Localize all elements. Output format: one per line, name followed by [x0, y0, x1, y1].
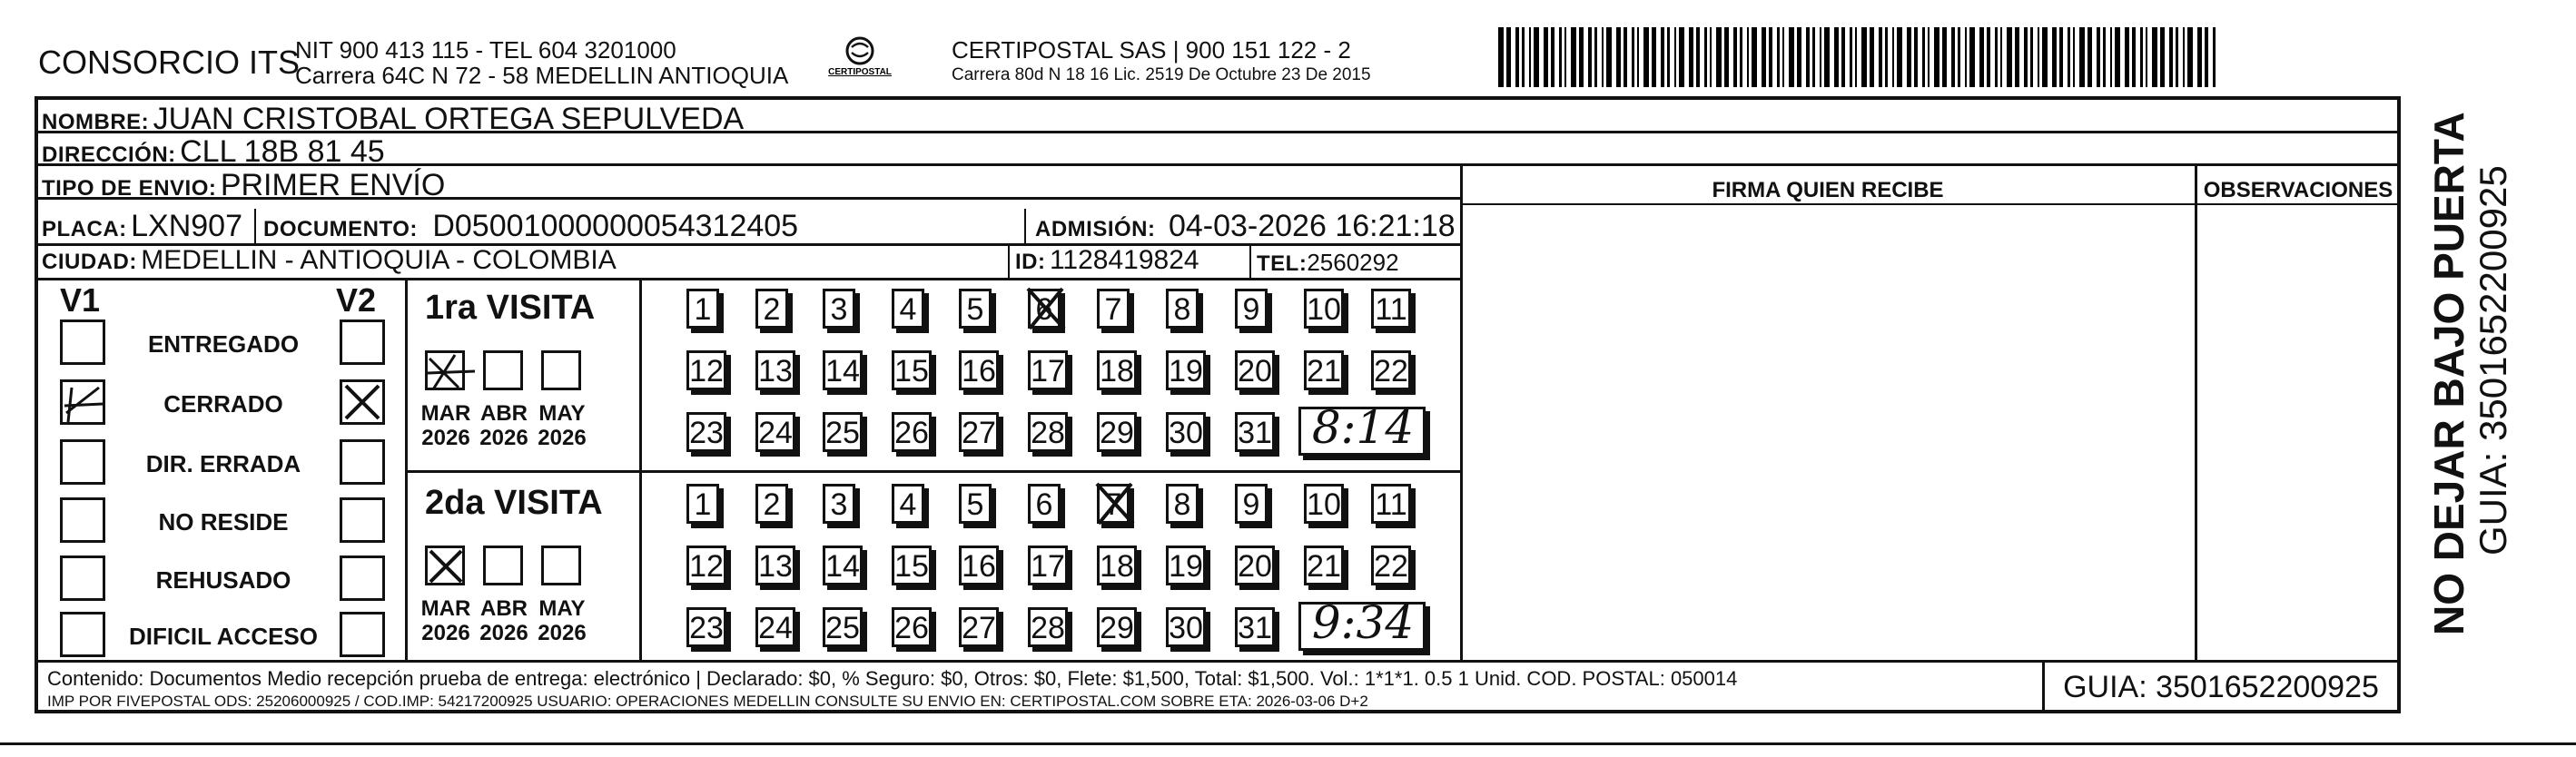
- tipo-envio-label: TIPO DE ENVIO:: [42, 176, 217, 201]
- barcode-bar: [1704, 27, 1707, 87]
- barcode-bar: [1850, 27, 1852, 87]
- barcode-bar: [1679, 27, 1684, 87]
- day-cell[interactable]: 24: [755, 412, 795, 452]
- v1-checkbox[interactable]: [60, 320, 105, 365]
- barcode-bar: [1782, 27, 1784, 87]
- barcode-bar: [1841, 27, 1845, 87]
- svg-text:CERTIPOSTAL: CERTIPOSTAL: [828, 67, 892, 77]
- time-handwritten: 8:14: [1311, 401, 1415, 454]
- barcode-bar: [1506, 27, 1511, 87]
- day-cell[interactable]: 3: [823, 289, 855, 329]
- barcode-bar: [2125, 27, 2129, 87]
- barcode-bar: [1892, 27, 1894, 87]
- day-cell[interactable]: 2: [755, 289, 788, 329]
- day-cell[interactable]: 11: [1371, 289, 1411, 329]
- barcode-bar: [2024, 27, 2028, 87]
- status-label: ENTREGADO: [147, 330, 300, 358]
- day-cell[interactable]: 9: [1235, 484, 1268, 524]
- day-cell[interactable]: 4: [892, 289, 924, 329]
- license-line: Carrera 80d N 18 16 Lic. 2519 De Octubre 23 De 2015: [952, 65, 1371, 84]
- admision-value: 04-03-2026 16:21:18: [1168, 209, 1456, 243]
- barcode-bar: [1987, 27, 1990, 87]
- day-cell[interactable]: 12: [686, 350, 726, 390]
- day-cell[interactable]: 16: [959, 546, 999, 585]
- day-cell[interactable]: 17: [1028, 546, 1068, 585]
- day-cell[interactable]: 17: [1028, 350, 1068, 390]
- day-cell[interactable]: 15: [892, 350, 932, 390]
- barcode-bar: [2205, 27, 2208, 87]
- barcode-bar: [1564, 27, 1566, 87]
- day-cell[interactable]: 8: [1166, 289, 1199, 329]
- day-cell[interactable]: 6: [1028, 484, 1061, 524]
- month-label: ABR 2026: [479, 401, 528, 450]
- day-cell[interactable]: 7: [1097, 484, 1130, 524]
- ciudad-value: MEDELLIN - ANTIOQUIA - COLOMBIA: [141, 245, 617, 275]
- day-cell[interactable]: 3: [823, 484, 855, 524]
- day-cell[interactable]: 13: [755, 546, 795, 585]
- month-label: ABR 2026: [479, 596, 528, 645]
- nombre-label: NOMBRE:: [42, 110, 150, 134]
- visit-title: 2da VISITA: [425, 484, 603, 522]
- day-cell[interactable]: 30: [1166, 412, 1206, 452]
- barcode-bar: [1820, 27, 1821, 87]
- barcode-bar: [1914, 27, 1918, 87]
- barcode-bar: [2115, 27, 2120, 87]
- company-name: CONSORCIO ITS: [38, 44, 301, 81]
- month-checkbox[interactable]: [425, 546, 465, 585]
- day-cell[interactable]: 28: [1028, 607, 1068, 647]
- month-checkbox[interactable]: [541, 350, 581, 390]
- nombre-value: JUAN CRISTOBAL ORTEGA SEPULVEDA: [153, 102, 745, 136]
- barcode-bar: [1652, 27, 1656, 87]
- day-cell[interactable]: 6: [1028, 289, 1061, 329]
- barcode-bar: [1879, 27, 1882, 87]
- barcode-bar: [1643, 27, 1649, 87]
- barcode-bar: [2000, 27, 2002, 87]
- day-cell[interactable]: 15: [892, 546, 932, 585]
- day-cell[interactable]: 25: [823, 412, 863, 452]
- barcode-bar: [1855, 27, 1857, 87]
- visit-title: 1ra VISITA: [425, 289, 596, 327]
- barcode-bar: [2183, 27, 2185, 87]
- barcode-bar: [2030, 27, 2033, 87]
- barcode-bar: [1907, 27, 1911, 87]
- barcode-bar: [1498, 27, 1504, 87]
- barcode-bar: [2146, 27, 2147, 87]
- barcode-bar: [1812, 27, 1815, 87]
- day-cell[interactable]: 10: [1304, 484, 1344, 524]
- status-label: NO RESIDE: [158, 508, 289, 536]
- barcode-bar: [2132, 27, 2136, 87]
- status-label: REHUSADO: [155, 566, 291, 594]
- barcode-bar: [2007, 27, 2012, 87]
- tel-value: 2560292: [1307, 249, 1399, 276]
- day-cell[interactable]: 9: [1235, 289, 1268, 329]
- imp-line: IMP POR FIVEPOSTAL ODS: 25206000925 / COD.IMP: 54217200925 USUARIO: OPERACIONES MEDELLIN CONSULTE SU ENVIO EN: CERTIPOSTAL.COM SOBRE ETA: 2026-03-06 D+2: [47, 693, 1368, 710]
- v1-checkbox[interactable]: [60, 439, 105, 485]
- day-cell[interactable]: 1: [686, 484, 719, 524]
- barcode-bar: [1594, 27, 1597, 87]
- day-cell[interactable]: 28: [1028, 412, 1068, 452]
- day-cell[interactable]: 29: [1097, 607, 1137, 647]
- v2-checkbox[interactable]: [340, 555, 385, 601]
- barcode-bar: [2079, 27, 2085, 87]
- day-cell[interactable]: 11: [1371, 484, 1411, 524]
- barcode-bar: [1571, 27, 1576, 87]
- day-cell[interactable]: 21: [1304, 350, 1344, 390]
- barcode-bar: [1710, 27, 1712, 87]
- barcode-bar: [1579, 27, 1584, 87]
- firma-header: FIRMA QUIEN RECIBE: [1712, 178, 1944, 202]
- ciudad-label: CIUDAD:: [42, 250, 137, 274]
- day-cell[interactable]: 20: [1235, 546, 1275, 585]
- day-cell[interactable]: 18: [1097, 546, 1137, 585]
- barcode-bar: [1716, 27, 1722, 87]
- barcode-bar: [1979, 27, 1984, 87]
- day-cell[interactable]: 21: [1304, 546, 1344, 585]
- v2-checkbox[interactable]: [340, 612, 385, 657]
- day-cell[interactable]: 4: [892, 484, 924, 524]
- barcode-bar: [1777, 27, 1780, 87]
- day-cell[interactable]: 16: [959, 350, 999, 390]
- company-address: Carrera 64C N 72 - 58 MEDELLIN ANTIOQUIA: [295, 62, 789, 89]
- barcode-bar: [1965, 27, 1967, 87]
- day-cell[interactable]: 31: [1235, 607, 1275, 647]
- barcode-bar: [2097, 27, 2100, 87]
- barcode-bar: [2059, 27, 2063, 87]
- v2-checkbox[interactable]: [340, 439, 385, 485]
- month-label: MAR 2026: [420, 596, 471, 645]
- barcode-bar: [1522, 27, 1525, 87]
- barcode-bar: [1529, 27, 1531, 87]
- barcode-bar: [1797, 27, 1801, 87]
- footer-guia: GUIA: 3501652200925: [2063, 670, 2379, 704]
- day-cell[interactable]: 26: [892, 607, 932, 647]
- id-label: ID:: [1015, 250, 1046, 274]
- day-cell[interactable]: 20: [1235, 350, 1275, 390]
- barcode-bar: [1534, 27, 1539, 87]
- barcode-bar: [1674, 27, 1676, 87]
- barcode-bar: [2176, 27, 2178, 87]
- barcode-bar: [1637, 27, 1639, 87]
- barcode-bar: [2038, 27, 2039, 87]
- day-cell[interactable]: 1: [686, 289, 719, 329]
- month-checkbox[interactable]: [425, 350, 465, 390]
- v2-checkbox[interactable]: [340, 379, 385, 425]
- barcode-bar: [2140, 27, 2143, 87]
- day-cell[interactable]: 24: [755, 607, 795, 647]
- certipostal-logo: [828, 34, 892, 86]
- nit-line: NIT 900 413 115 - TEL 604 3201000: [295, 36, 676, 64]
- day-cell[interactable]: 29: [1097, 412, 1137, 452]
- contenido-line: Contenido: Documentos Medio recepción prueba de entrega: electrónico | Declarado: $0, % Seguro: $0, Otros: $0, Flete: $1,500, Total: $1,500. Vol.: 1*1*1. 0.5 1 Unid. COD. POSTAL: 050014: [47, 667, 1738, 690]
- barcode-bar: [1602, 27, 1604, 87]
- placa-label: PLACA:: [42, 217, 127, 241]
- day-cell[interactable]: 13: [755, 350, 795, 390]
- carrier-line: CERTIPOSTAL SAS | 900 151 122 - 2: [952, 36, 1351, 64]
- status-label: DIR. ERRADA: [145, 450, 301, 477]
- day-cell[interactable]: 5: [959, 289, 992, 329]
- month-label: MAR 2026: [420, 401, 471, 450]
- no-dejar-warning: NO DEJAR BAJO PUERTA: [2425, 112, 2472, 635]
- barcode-bar: [1934, 27, 1939, 87]
- barcode-bar: [2042, 27, 2048, 87]
- v2-checkbox[interactable]: [340, 497, 385, 543]
- day-cell[interactable]: 22: [1371, 546, 1411, 585]
- barcode-bar: [1724, 27, 1729, 87]
- barcode-bar: [1806, 27, 1810, 87]
- v1-checkbox[interactable]: [60, 497, 105, 543]
- id-value: 1128419824: [1049, 245, 1199, 275]
- direccion-value: CLL 18B 81 45: [180, 134, 385, 169]
- documento-value: D05001000000054312405: [432, 209, 799, 243]
- barcode-bar: [2213, 27, 2216, 87]
- v1-checkbox[interactable]: [60, 555, 105, 601]
- barcode-bar: [1747, 27, 1749, 87]
- barcode-bar: [1632, 27, 1634, 87]
- barcode-bar: [1885, 27, 1888, 87]
- barcode-bar: [1789, 27, 1794, 87]
- month-checkbox[interactable]: [541, 546, 581, 585]
- documento-label: DOCUMENTO:: [263, 217, 418, 241]
- v1-checkbox[interactable]: [60, 612, 105, 657]
- day-cell[interactable]: 19: [1166, 546, 1206, 585]
- barcode-bar: [1951, 27, 1955, 87]
- barcode-bar: [1834, 27, 1839, 87]
- month-checkbox[interactable]: [483, 546, 523, 585]
- barcode-bar: [1969, 27, 1975, 87]
- barcode-bar: [1740, 27, 1742, 87]
- day-cell[interactable]: 12: [686, 546, 726, 585]
- barcode-bar: [2068, 27, 2070, 87]
- day-cell[interactable]: 19: [1166, 350, 1206, 390]
- side-guia: GUIA: 3501652200925: [2472, 165, 2514, 555]
- barcode-bar: [2152, 27, 2157, 87]
- day-cell[interactable]: 23: [686, 412, 726, 452]
- day-cell[interactable]: 26: [892, 412, 932, 452]
- barcode-bar: [1922, 27, 1925, 87]
- time-handwritten: 9:34: [1311, 596, 1415, 649]
- status-label: DIFICIL ACCESO: [128, 623, 318, 650]
- barcode: [1498, 27, 2221, 92]
- month-label: MAY 2026: [538, 596, 587, 645]
- barcode-bar: [1769, 27, 1772, 87]
- barcode-bar: [2197, 27, 2202, 87]
- barcode-bar: [1995, 27, 1998, 87]
- placa-value: LXN907: [131, 209, 242, 243]
- barcode-bar: [1544, 27, 1548, 87]
- barcode-bar: [2110, 27, 2112, 87]
- barcode-bar: [1762, 27, 1766, 87]
- month-checkbox[interactable]: [483, 350, 523, 390]
- day-cell[interactable]: 7: [1097, 289, 1130, 329]
- barcode-bar: [1559, 27, 1562, 87]
- barcode-bar: [1515, 27, 1519, 87]
- barcode-bar: [2169, 27, 2173, 87]
- barcode-bar: [2087, 27, 2092, 87]
- barcode-bar: [2052, 27, 2057, 87]
- tel-label: TEL:: [1257, 251, 1308, 276]
- direccion-label: DIRECCIÓN:: [42, 143, 176, 167]
- barcode-bar: [1870, 27, 1874, 87]
- v1-header: V1: [60, 281, 101, 319]
- barcode-bar: [1606, 27, 1612, 87]
- barcode-bar: [1588, 27, 1592, 87]
- day-cell[interactable]: 8: [1166, 484, 1199, 524]
- v1-checkbox[interactable]: [60, 379, 105, 425]
- day-cell[interactable]: 27: [959, 412, 999, 452]
- day-cell[interactable]: 22: [1371, 350, 1411, 390]
- barcode-bar: [1624, 27, 1627, 87]
- admision-label: ADMISIÓN:: [1035, 217, 1156, 241]
- tipo-envio-value: PRIMER ENVÍO: [220, 168, 446, 202]
- barcode-bar: [1551, 27, 1554, 87]
- observaciones-header: OBSERVACIONES: [2203, 178, 2393, 202]
- day-cell[interactable]: 14: [823, 546, 863, 585]
- barcode-bar: [1667, 27, 1670, 87]
- barcode-bar: [1733, 27, 1737, 87]
- day-cell[interactable]: 2: [755, 484, 788, 524]
- day-cell[interactable]: 5: [959, 484, 992, 524]
- barcode-bar: [1928, 27, 1930, 87]
- barcode-bar: [1752, 27, 1757, 87]
- day-cell[interactable]: 14: [823, 350, 863, 390]
- barcode-bar: [2073, 27, 2075, 87]
- day-cell[interactable]: 27: [959, 607, 999, 647]
- barcode-bar: [1661, 27, 1664, 87]
- day-cell[interactable]: 18: [1097, 350, 1137, 390]
- barcode-bar: [1958, 27, 1960, 87]
- day-cell[interactable]: 30: [1166, 607, 1206, 647]
- barcode-bar: [2160, 27, 2165, 87]
- day-cell[interactable]: 23: [686, 607, 726, 647]
- barcode-bar: [2187, 27, 2193, 87]
- month-label: MAY 2026: [538, 401, 587, 450]
- barcode-bar: [1897, 27, 1902, 87]
- status-label: CERRADO: [163, 390, 283, 418]
- v2-checkbox[interactable]: [340, 320, 385, 365]
- v2-header: V2: [336, 281, 377, 319]
- barcode-bar: [2015, 27, 2019, 87]
- barcode-bar: [2103, 27, 2106, 87]
- barcode-bar: [1696, 27, 1700, 87]
- day-cell[interactable]: 25: [823, 607, 863, 647]
- barcode-bar: [1942, 27, 1947, 87]
- barcode-bar: [1824, 27, 1830, 87]
- barcode-bar: [1689, 27, 1693, 87]
- barcode-bar: [1861, 27, 1867, 87]
- barcode-bar: [1616, 27, 1621, 87]
- day-cell[interactable]: 10: [1304, 289, 1344, 329]
- day-cell[interactable]: 31: [1235, 412, 1275, 452]
